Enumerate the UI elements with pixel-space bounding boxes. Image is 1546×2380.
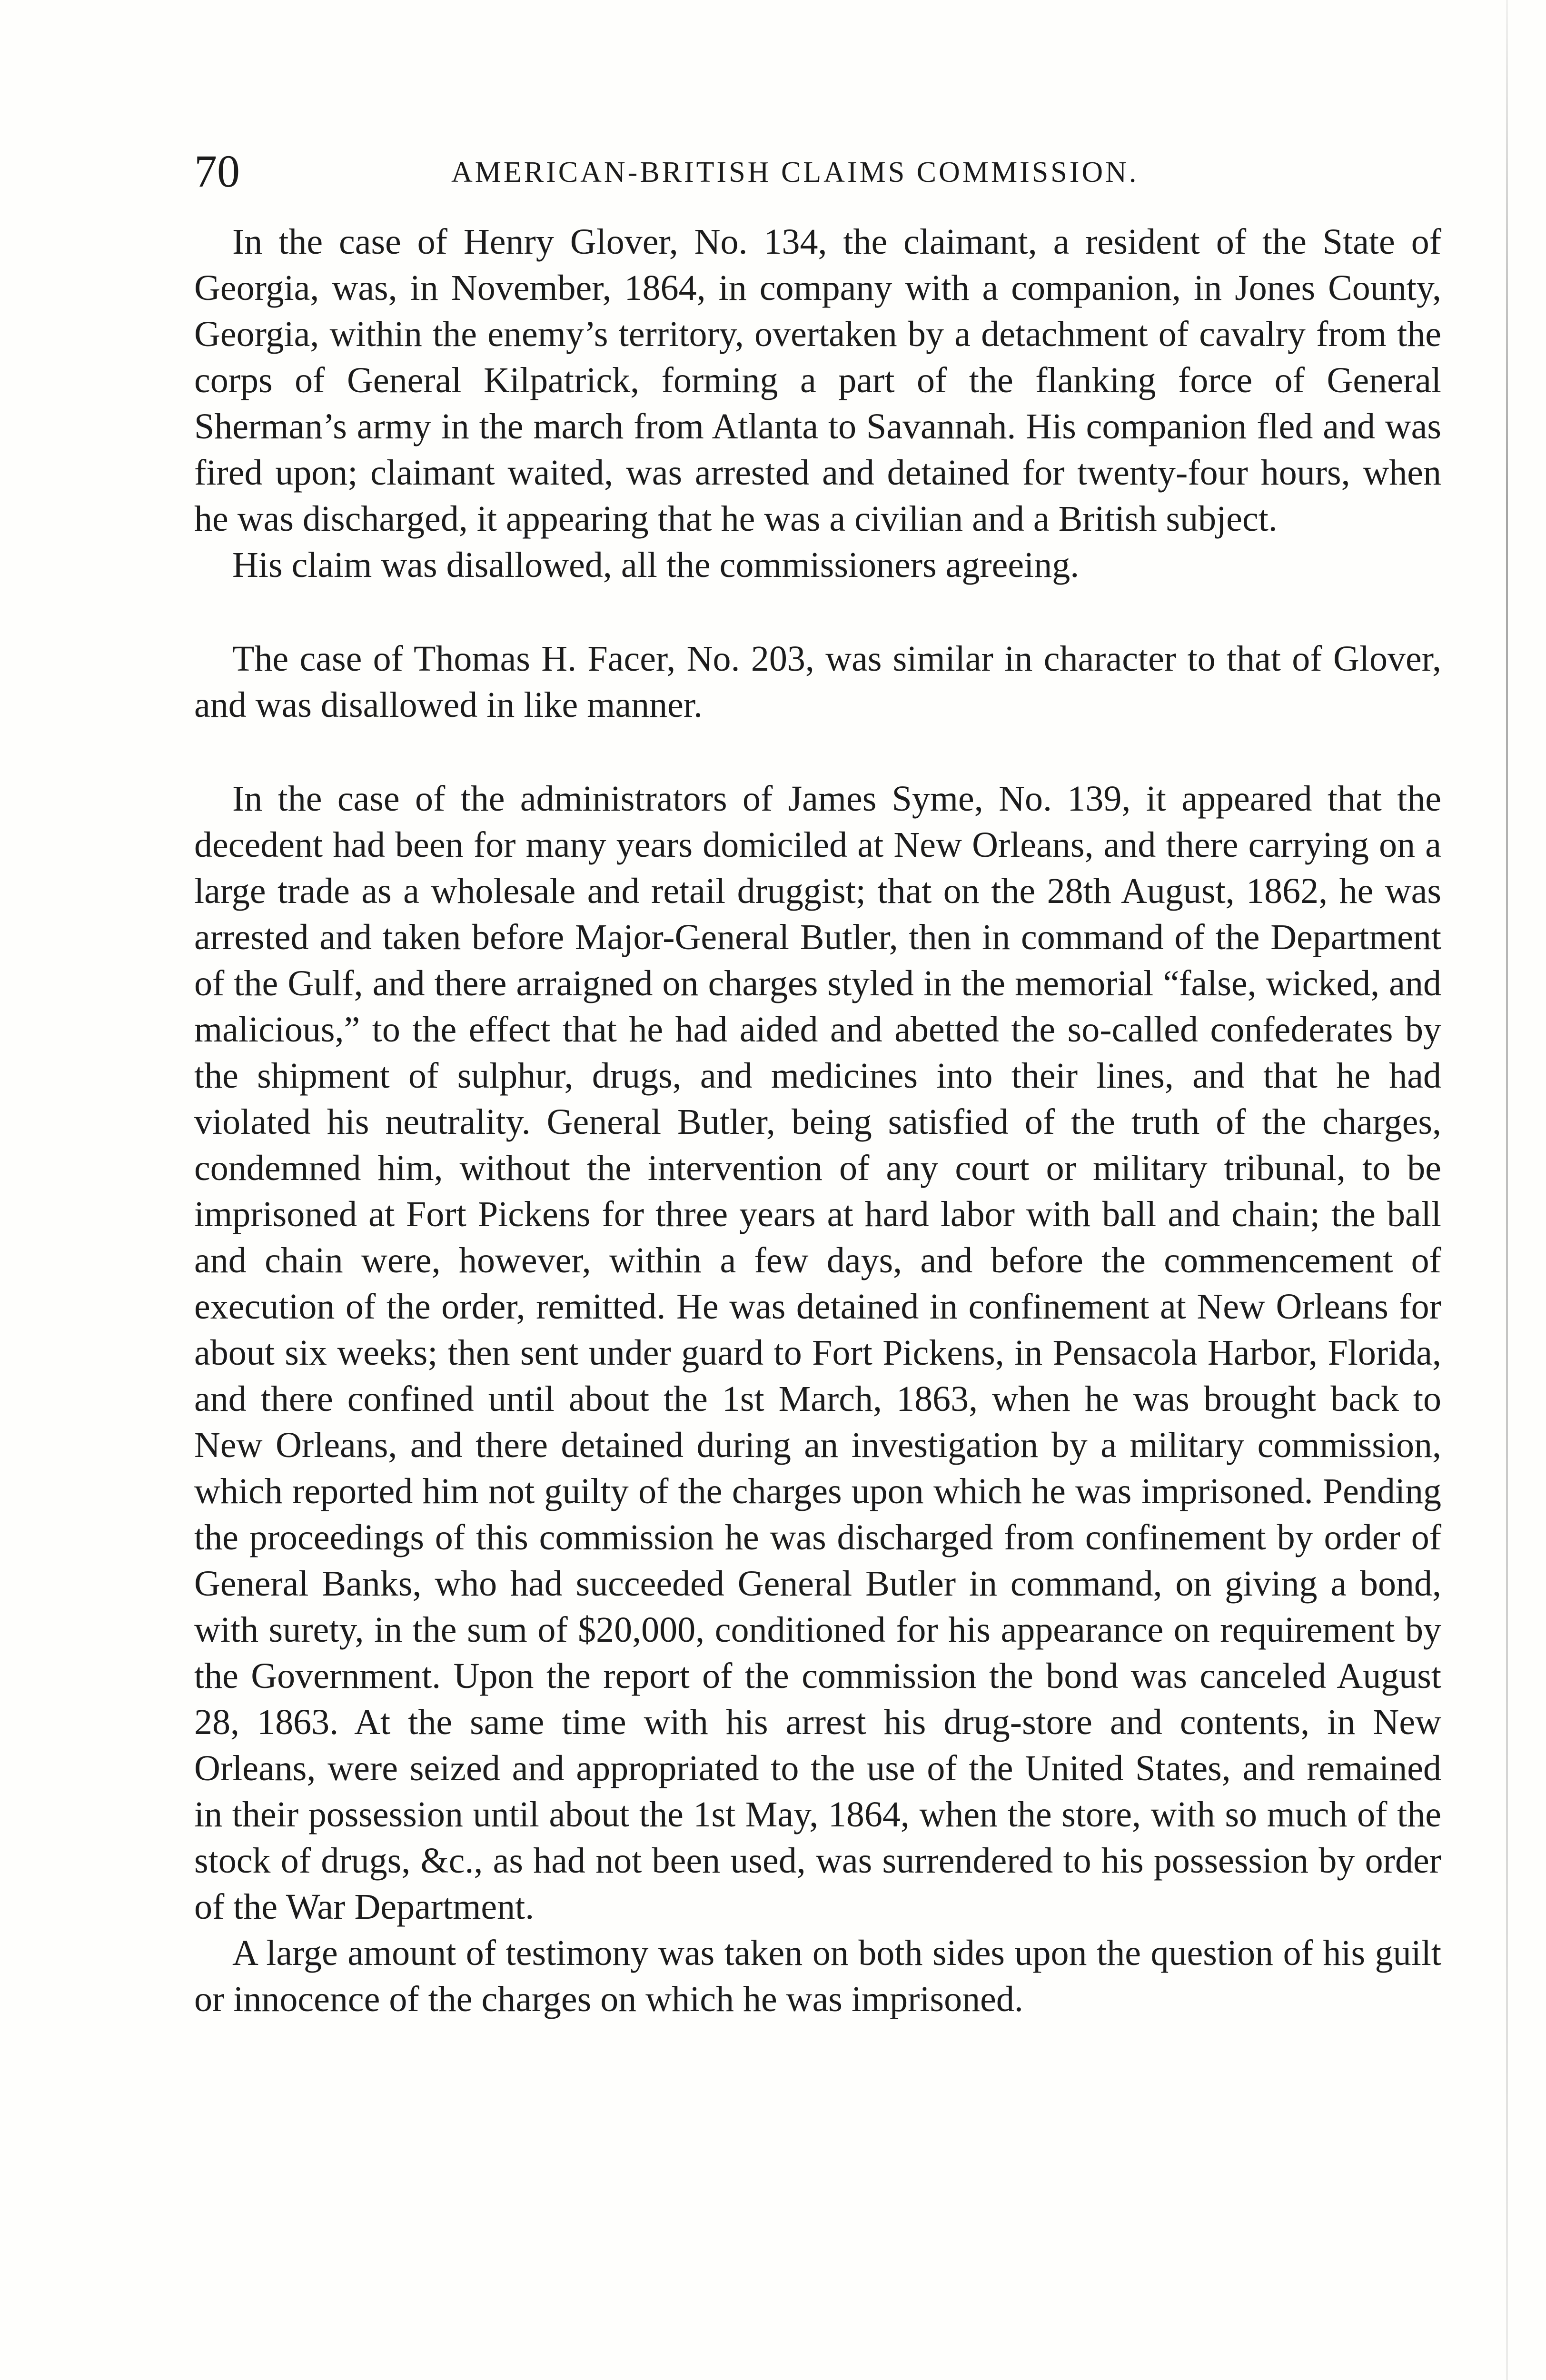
paragraph-glover-disallowed: His claim was disallowed, all the commissioners agreeing. bbox=[232, 545, 1080, 585]
paragraph-syme-case: In the case of the administrators of James Syme, No. 139, it appeared that the decedent had been for many years domiciled at New Orleans, and there carrying on a large trade as a wholesale and retail druggist; that on the 28th August, 1862, he was arrested and taken before Major-General Butler, then in command of the Department of the Gulf, and there arraigned on charges styled in the memorial “false, wicked, and malicious,” to the effect that he had aided and abetted the so-called confederates by the shipment of sulphur, drugs, and medicines into their lines, and that he had violated his neutrality. General Butler, being satisfied of the truth of the charges, condemned him, without the intervention of any court or military tribunal, to be imprisoned at Fort Pickens for three years at hard labor with ball and chain; the ball and chain were, however, within a few days, and before the commencement of execution of the order, remitted. He was detained in confinement at New Orleans for about six weeks; then sent under guard to Fort Pickens, in Pensacola Harbor, Florida, and there confined until about the 1st March, 1863, when he was brought back to New Orleans, and there detained during an investigation by a military commission, which reported him not guilty of the charges upon which he was imprisoned. Pending the proceedings of this commission he was discharged from confinement by order of General Banks, who had succeeded General Butler in command, on giving a bond, with surety, in the sum of $20,000, conditioned for his appearance on requirement by the Government. Upon the report of the commission the bond was canceled August 28, 1863. At the same time with his arrest his drug-store and contents, in New Orleans, were seized and appropriated to the use of the United States, and remained in their possession until about the 1st May, 1864, when the store, with so much of the stock of drugs, &c., as had not been used, was surrendered to his possession by order of the War Department. bbox=[194, 779, 1441, 1927]
running-head: AMERICAN-BRITISH CLAIMS COMMISSION. bbox=[451, 156, 1139, 188]
page-header bbox=[194, 143, 1441, 200]
body-text bbox=[194, 219, 1441, 2023]
paragraph-glover-case: In the case of Henry Glover, No. 134, the claimant, a resident of the State of Georgia, was, in November, 1864, in company with a companion, in Jones County, Georgia, within the enemy’s territory, overtaken by a detachment of cavalry from the corps of General Kilpatrick, forming a part of the flanking force of General Sherman’s army in the march from Atlanta to Savannah. His companion fled and was fired upon; claimant waited, was arrested and detained for twenty-four hours, when he was discharged, it appearing that he was a civilian and a British subject. bbox=[194, 222, 1441, 539]
paragraph-facer-case: The case of Thomas H. Facer, No. 203, was similar in character to that of Glover, and was disallowed in like manner. bbox=[194, 639, 1441, 725]
page-number: 70 bbox=[194, 146, 240, 197]
page-edge-shadow bbox=[1506, 0, 1508, 2380]
paragraph-syme-testimony: A large amount of testimony was taken on both sides upon the question of his guilt or innocence of the charges on which he was imprisoned. bbox=[194, 1933, 1441, 2019]
